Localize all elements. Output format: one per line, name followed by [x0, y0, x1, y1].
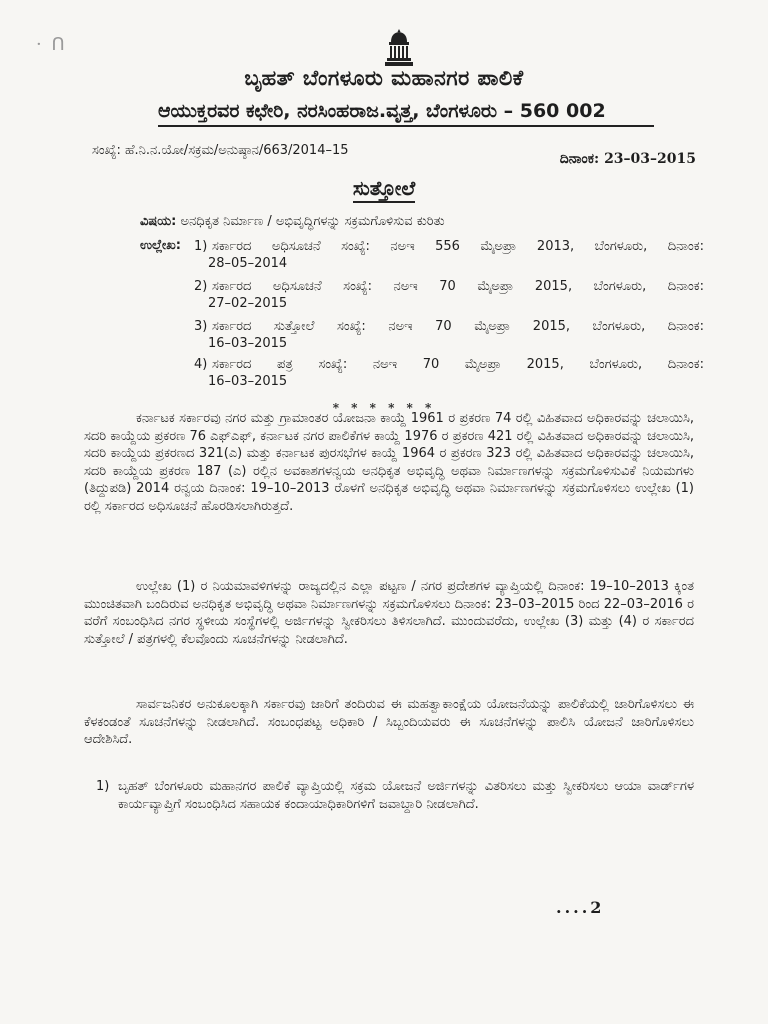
reference-item-text: ಸರ್ಕಾರದ ಅಧಿಸೂಚನೆ ಸಂಖ್ಯೆ: ನಅಇ 70 ಮೈಅಪ್ರಾ 2015, ಬೆಂಗಳೂರು, ದಿನಾಂಕ:	[212, 279, 704, 294]
reference-item-number: 4)	[194, 357, 208, 372]
reference-item-date: 27–02–2015	[208, 296, 288, 311]
section-separator: * * * * * *	[332, 401, 436, 415]
subject-label: ವಿಷಯ:	[140, 214, 177, 229]
reference-number: ಸಂಖ್ಯೆ: ಹೆ.ನಿ.ನ.ಯೋ/ಸಕ್ರಮ/ಅನುಷ್ಠಾನ/663/2014–15	[92, 143, 349, 158]
references-label: ಉಲ್ಲೇಖ:	[140, 238, 181, 253]
subject-text: ಅನಧಿಕೃತ ನಿರ್ಮಾಣ / ಅಭಿವೃದ್ಧಿಗಳನ್ನು ಸಕ್ರಮಗೊಳಿಸುವ ಕುರಿತು	[180, 214, 445, 229]
reference-item-text: ಸರ್ಕಾರದ ಸುತ್ತೋಲೆ ಸಂಖ್ಯೆ: ನಅಇ 70 ಮೈಅಪ್ರಾ 2015, ಬೆಂಗಳೂರು, ದಿನಾಂಕ:	[212, 319, 704, 334]
organization-name: ಬೃಹತ್ ಬೆಂಗಳೂರು ಮಹಾನಗರ ಪಾಲಿಕೆ	[244, 66, 524, 90]
page-continuation: ....2	[556, 898, 605, 917]
office-address: ಆಯುಕ್ತರವರ ಕಛೇರಿ, ನರಸಿಂಹರಾಜ.ವೃತ್ತ, ಬೆಂಗಳೂರು – 560 002	[158, 100, 654, 127]
body-paragraph: ಕರ್ನಾಟಕ ಸರ್ಕಾರವು ನಗರ ಮತ್ತು ಗ್ರಾಮಾಂತರ ಯೋಜನಾ ಕಾಯ್ದೆ 1961 ರ ಪ್ರಕರಣ 74 ರಲ್ಲಿ ವಿಹಿತವಾದ ಅಧಿಕಾರವನ್ನು ಚಲಾಯಿಸಿ, ಸದರಿ ಕಾಯ್ದೆಯ ಪ್ರಕರಣ 76 ಎಫ್‌ಎಫ್, ಕರ್ನಾಟಕ ನಗರ ಪಾಲಿಕೆಗಳ ಕಾಯ್ದೆ 1976 ರ ಪ್ರಕರಣ 421 ರಲ್ಲಿ ವಿಹಿತವಾದ ಅಧಿಕಾರವನ್ನು ಚಲಾಯಿಸಿ, ಸದರಿ ಕಾಯ್ದೆಯ ಪ್ರಕರಣದ 321(ಎ) ಮತ್ತು ಕರ್ನಾಟಕ ಪುರಸಭೆಗಳ ಕಾಯ್ದೆ 1964 ರ ಪ್ರಕರಣ 323 ರಲ್ಲಿ ವಿಹಿತವಾದ ಅಧಿಕಾರವನ್ನು ಚಲಾಯಿಸಿ, ಸದರಿ ಕಾಯ್ದೆಯ ಪ್ರಕರಣ 187 (ಎ) ರಲ್ಲಿನ ಅವಕಾಶಗಳನ್ವಯ ಅನಧಿಕೃತ ಅಭಿವೃದ್ಧಿ ಅಥವಾ ನಿರ್ಮಾಣಗಳನ್ನು ಸಕ್ರಮಗೊಳಿಸುವಿಕೆ ನಿಯಮಗಳು (ತಿದ್ದುಪಡಿ) 2014 ರನ್ವಯ ದಿನಾಂಕ: 19–10–2013 ರೊಳಗೆ ಅನಧಿಕೃತ ಅಭಿವೃದ್ಧಿ ಅಥವಾ ನಿರ್ಮಾಣಗಳನ್ನು ಸಕ್ರಮಗೊಳಿಸಲು ಉಲ್ಲೇಖ (1) ರಲ್ಲಿ ಸರ್ಕಾರದ ಅಧಿಸೂಚನೆ ಹೊರಡಿಸಲಾಗಿರುತ್ತದೆ.	[84, 411, 694, 514]
body-paragraph: ಸಾರ್ವಜನಿಕರ ಅನುಕೂಲಕ್ಕಾಗಿ ಸರ್ಕಾರವು ಜಾರಿಗೆ ತಂದಿರುವ ಈ ಮಹತ್ವಾಕಾಂಕ್ಷೆಯ ಯೋಜನೆಯನ್ನು ಪಾಲಿಕೆಯಲ್ಲಿ ಜಾರಿಗೊಳಿಸಲು ಈ ಕೆಳಕಂಡಂತೆ ಸೂಚನೆಗಳನ್ನು ನೀಡಲಾಗಿದೆ. ಸಂಬಂಧಪಟ್ಟ ಅಧಿಕಾರಿ / ಸಿಬ್ಬಂದಿಯವರು ಈ ಸೂಚನೆಗಳನ್ನು ಪಾಲಿಸಿ ಯೋಜನೆ ಜಾರಿಗೊಳಿಸಲು ಆದೇಶಿಸಿದೆ.	[84, 697, 694, 747]
reference-date: ದಿನಾಂಕ: 23–03–2015	[559, 151, 696, 167]
reference-item-text: ಸರ್ಕಾರದ ಪತ್ರ ಸಂಖ್ಯೆ: ನಅಇ 70 ಮೈಅಪ್ರಾ 2015, ಬೆಂಗಳೂರು, ದಿನಾಂಕ:	[212, 357, 704, 372]
document-title-text: ಸುತ್ತೋಲೆ	[353, 176, 415, 203]
reference-item-number: 1)	[194, 239, 208, 254]
reference-item-date: 28–05–2014	[208, 256, 288, 271]
subject-line	[140, 214, 445, 229]
instruction-number: 1)	[96, 779, 110, 794]
body-paragraph: ಉಲ್ಲೇಖ (1) ರ ನಿಯಮಾವಳಿಗಳನ್ನು ರಾಜ್ಯದಲ್ಲಿನ ಎಲ್ಲಾ ಪಟ್ಟಣ / ನಗರ ಪ್ರದೇಶಗಳ ವ್ಯಾಪ್ತಿಯಲ್ಲಿ ದಿನಾಂಕ: 19–10–2013 ಕ್ಕಿಂತ ಮುಂಚಿತವಾಗಿ ಬಂದಿರುವ ಅನಧಿಕೃತ ಅಭಿವೃದ್ಧಿ ಅಥವಾ ನಿರ್ಮಾಣಗಳನ್ನು ಸಕ್ರಮಗೊಳಿಸಲು ದಿನಾಂಕ: 23–03–2015 ರಿಂದ 22–03–2016 ರ ವರೆಗೆ ಸಂಬಂಧಿಸಿದ ನಗರ ಸ್ಥಳೀಯ ಸಂಸ್ಥೆಗಳಲ್ಲಿ ಅರ್ಜಿಗಳನ್ನು ಸ್ವೀಕರಿಸಲು ತಿಳಿಸಲಾಗಿದೆ. ಮುಂದುವರೆದು, ಉಲ್ಲೇಖ (3) ಮತ್ತು (4) ರ ಸರ್ಕಾರದ ಸುತ್ತೋಲೆ / ಪತ್ರಗಳಲ್ಲಿ ಕೆಲವೊಂದು ಸೂಚನೆಗಳನ್ನು ನೀಡಲಾಗಿದೆ.	[84, 579, 694, 647]
document-title	[0, 176, 768, 200]
instruction-text: ಬೃಹತ್ ಬೆಂಗಳೂರು ಮಹಾನಗರ ಪಾಲಿಕೆ ವ್ಯಾಪ್ತಿಯಲ್ಲಿ ಸಕ್ರಮ ಯೋಜನೆ ಅರ್ಜಿಗಳನ್ನು ವಿತರಿಸಲು ಮತ್ತು ಸ್ವೀಕರಿಸಲು ಆಯಾ ವಾರ್ಡ್‌ಗಳ ಕಾರ್ಯವ್ಯಾಪ್ತಿಗೆ ಸಂಬಂಧಿಸಿದ ಸಹಾಯಕ ಕಂದಾಯಾಧಿಕಾರಿಗಳಿಗೆ ಜವಾಬ್ದಾರಿ ನೀಡಲಾಗಿದೆ.	[118, 779, 694, 812]
reference-item-text: ಸರ್ಕಾರದ ಅಧಿಸೂಚನೆ ಸಂಖ್ಯೆ: ನಅಇ 556 ಮೈಅಪ್ರಾ 2013, ಬೆಂಗಳೂರು, ದಿನಾಂಕ:	[212, 239, 704, 254]
scan-mark: · ᑎ	[36, 34, 67, 55]
reference-item-date: 16–03–2015	[208, 374, 288, 389]
bbmp-emblem-icon	[383, 28, 415, 68]
reference-item-number: 2)	[194, 279, 208, 294]
reference-item-number: 3)	[194, 319, 208, 334]
reference-item-date: 16–03–2015	[208, 336, 288, 351]
